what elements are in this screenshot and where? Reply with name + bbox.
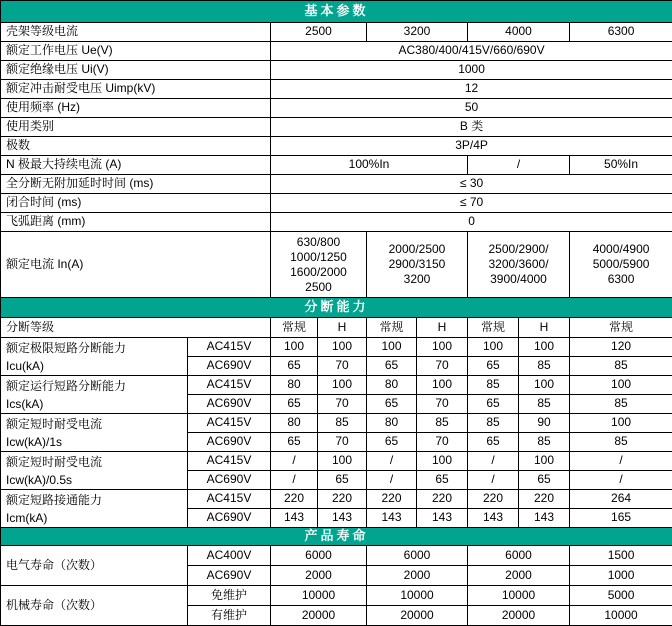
table-row-closing-time [1, 194, 672, 213]
value-cell: 80 [271, 414, 318, 433]
value-cell: ≤ 30 [271, 175, 672, 194]
value-cell: 65 [271, 433, 318, 452]
value-cell: 143 [417, 509, 468, 528]
value-cell: 220 [367, 490, 417, 509]
row-label: 额定极限短路分断能力 Icu(kA) [1, 338, 188, 376]
value-cell: 100 [417, 452, 468, 471]
sub-label: AC415V [188, 452, 271, 471]
sub-label: AC690V [188, 433, 271, 452]
sub-label: AC690V [188, 471, 271, 490]
value-cell: 85 [570, 357, 672, 376]
row-label: 闭合时间 (ms) [1, 194, 271, 213]
col-header: H [318, 318, 367, 338]
value-cell: 1000 [570, 566, 672, 586]
value-cell: AC380/400/415V/660/690V [271, 42, 672, 61]
value-cell: 70 [318, 357, 367, 376]
table-row-frequency [1, 99, 672, 118]
value-cell: 2000/2500 2900/3150 3200 [367, 232, 468, 298]
value-cell: 143 [519, 509, 570, 528]
value-cell: 90 [519, 414, 570, 433]
value-cell: 65 [318, 471, 367, 490]
value-cell: 143 [318, 509, 367, 528]
value-cell: 70 [417, 357, 468, 376]
value-cell: 10000 [271, 586, 367, 606]
value-cell: 1500 [570, 546, 672, 566]
value-cell: / [367, 452, 417, 471]
table-row-poles [1, 137, 672, 156]
row-label: 额定短时耐受电流 Icw(kA)/1s [1, 414, 188, 452]
value-cell: / [271, 471, 318, 490]
value-cell: 4000/4900 5000/5900 6300 [570, 232, 672, 298]
row-label: N 极最大持续电流 (A) [1, 156, 271, 175]
value-cell: 10000 [367, 586, 468, 606]
section-header-life: 产品寿命 [1, 528, 672, 546]
table-row-n-pole [1, 156, 672, 175]
value-cell: 6000 [271, 546, 367, 566]
value-cell: 65 [271, 395, 318, 414]
table-row-break-time [1, 175, 672, 194]
section-row-basic [1, 1, 672, 23]
col-header: 常规 [271, 318, 318, 338]
row-label: 额定运行短路分断能力 Ics(kA) [1, 376, 188, 414]
value-cell: 20000 [271, 606, 367, 626]
section-header-breaking: 分断能力 [1, 298, 672, 318]
value-cell: 6000 [367, 546, 468, 566]
value-cell: 100 [570, 376, 672, 395]
value-cell: 100 [570, 414, 672, 433]
value-cell: 2000 [468, 566, 570, 586]
section-header-basic: 基本参数 [1, 1, 672, 23]
value-cell: 143 [468, 509, 519, 528]
value-cell: / [570, 452, 672, 471]
value-cell: 50 [271, 99, 672, 118]
value-cell: 85 [519, 395, 570, 414]
row-label: 使用频率 (Hz) [1, 99, 271, 118]
value-cell: 85 [417, 414, 468, 433]
value-cell: 100 [417, 338, 468, 357]
value-cell: 220 [468, 490, 519, 509]
value-cell: 2500/2900/ 3200/3600/ 3900/4000 [468, 232, 570, 298]
col-header: 常规 [570, 318, 672, 338]
table-row-grade [1, 318, 672, 338]
value-cell: 100 [318, 376, 367, 395]
value-cell: 630/800 1000/1250 1600/2000 2500 [271, 232, 367, 298]
sub-label: AC690V [188, 357, 271, 376]
value-cell: 3P/4P [271, 137, 672, 156]
sub-label: AC690V [188, 566, 271, 586]
value-cell: 100 [519, 376, 570, 395]
value-cell: 65 [519, 471, 570, 490]
sub-label: 有维护 [188, 606, 271, 626]
value-cell: 20000 [468, 606, 570, 626]
value-cell: / [367, 471, 417, 490]
col-header: 常规 [468, 318, 519, 338]
value-cell: ≤ 70 [271, 194, 672, 213]
value-cell: 100%In [271, 156, 468, 175]
row-label: 电气寿命（次数） [1, 546, 188, 586]
table-row-category [1, 118, 672, 137]
table-row-arc-distance [1, 213, 672, 232]
row-label: 壳架等级电流 [1, 23, 271, 42]
value-cell: 65 [417, 471, 468, 490]
row-label: 额定短路接通能力 Icm(kA) [1, 490, 188, 528]
value-cell: 85 [468, 376, 519, 395]
value-cell: 85 [519, 357, 570, 376]
value-cell: / [570, 471, 672, 490]
value-cell: 1000 [271, 61, 672, 80]
value-cell: 264 [570, 490, 672, 509]
row-label: 飞弧距离 (mm) [1, 213, 271, 232]
value-cell: 143 [367, 509, 417, 528]
value-cell: / [468, 156, 570, 175]
value-cell: 65 [271, 357, 318, 376]
value-cell: 100 [367, 338, 417, 357]
table-row-rated-current [1, 232, 672, 298]
value-cell: 85 [318, 414, 367, 433]
row-label: 全分断无附加延时时间 (ms) [1, 175, 271, 194]
table-row-frame-current [1, 23, 672, 42]
table-row-icw05s-415 [1, 452, 672, 471]
value-cell: / [468, 452, 519, 471]
sub-label: AC415V [188, 414, 271, 433]
value-cell: 85 [468, 414, 519, 433]
table-row-ics-415 [1, 376, 672, 395]
row-label: 额定电流 In(A) [1, 232, 271, 298]
row-label: 分断等级 [1, 318, 271, 338]
value-cell: 2000 [271, 566, 367, 586]
value-cell: 2000 [367, 566, 468, 586]
value-cell: 70 [417, 395, 468, 414]
table-row-ue [1, 42, 672, 61]
value-cell: 3200 [367, 23, 468, 42]
value-cell: 2500 [271, 23, 367, 42]
value-cell: 65 [468, 433, 519, 452]
sub-label: AC415V [188, 376, 271, 395]
value-cell: 143 [271, 509, 318, 528]
value-cell: 100 [271, 338, 318, 357]
col-header: 常规 [367, 318, 417, 338]
value-cell: 165 [570, 509, 672, 528]
value-cell: 5000 [570, 586, 672, 606]
section-row-life [1, 528, 672, 546]
table-row-icw1s-415 [1, 414, 672, 433]
table-row-icm-415 [1, 490, 672, 509]
sub-label: AC690V [188, 395, 271, 414]
value-cell: 220 [519, 490, 570, 509]
value-cell: 100 [318, 452, 367, 471]
value-cell: 70 [318, 395, 367, 414]
section-row-breaking [1, 298, 672, 318]
sub-label: AC415V [188, 490, 271, 509]
value-cell: 6000 [468, 546, 570, 566]
value-cell: 70 [417, 433, 468, 452]
value-cell: 85 [570, 433, 672, 452]
row-label: 额定冲击耐受电压 Uimp(kV) [1, 80, 271, 99]
sub-label: AC690V [188, 509, 271, 528]
value-cell: 6300 [570, 23, 672, 42]
value-cell: 65 [468, 395, 519, 414]
table-row-mech-life-free [1, 586, 672, 606]
value-cell: 100 [318, 338, 367, 357]
value-cell: 220 [417, 490, 468, 509]
table-row-elec-life-400 [1, 546, 672, 566]
value-cell: 20000 [367, 606, 468, 626]
value-cell: 100 [417, 376, 468, 395]
value-cell: 80 [367, 376, 417, 395]
value-cell: 80 [367, 414, 417, 433]
row-label: 额定绝缘电压 Ui(V) [1, 61, 271, 80]
value-cell: / [468, 471, 519, 490]
value-cell: 50%In [570, 156, 672, 175]
row-label: 额定工作电压 Ue(V) [1, 42, 271, 61]
value-cell: 85 [519, 433, 570, 452]
table-row-ui [1, 61, 672, 80]
value-cell: 65 [367, 357, 417, 376]
value-cell: 10000 [468, 586, 570, 606]
value-cell: 120 [570, 338, 672, 357]
value-cell: 220 [318, 490, 367, 509]
value-cell: 100 [468, 338, 519, 357]
sub-label: AC415V [188, 338, 271, 357]
sub-label: AC400V [188, 546, 271, 566]
row-label: 使用类别 [1, 118, 271, 137]
value-cell: 100 [519, 452, 570, 471]
value-cell: 10000 [570, 606, 672, 626]
value-cell: B 类 [271, 118, 672, 137]
row-label: 极数 [1, 137, 271, 156]
table-row-icu-415 [1, 338, 672, 357]
value-cell: 70 [318, 433, 367, 452]
value-cell: 100 [519, 338, 570, 357]
value-cell: 0 [271, 213, 672, 232]
value-cell: 4000 [468, 23, 570, 42]
sub-label: 免维护 [188, 586, 271, 606]
value-cell: 220 [271, 490, 318, 509]
value-cell: / [271, 452, 318, 471]
value-cell: 12 [271, 80, 672, 99]
col-header: H [519, 318, 570, 338]
row-label: 额定短时耐受电流 Icw(kA)/0.5s [1, 452, 188, 490]
value-cell: 65 [367, 395, 417, 414]
value-cell: 65 [468, 357, 519, 376]
row-label: 机械寿命（次数） [1, 586, 188, 626]
value-cell: 80 [271, 376, 318, 395]
value-cell: 85 [570, 395, 672, 414]
table-row-uimp [1, 80, 672, 99]
col-header: H [417, 318, 468, 338]
value-cell: 65 [367, 433, 417, 452]
